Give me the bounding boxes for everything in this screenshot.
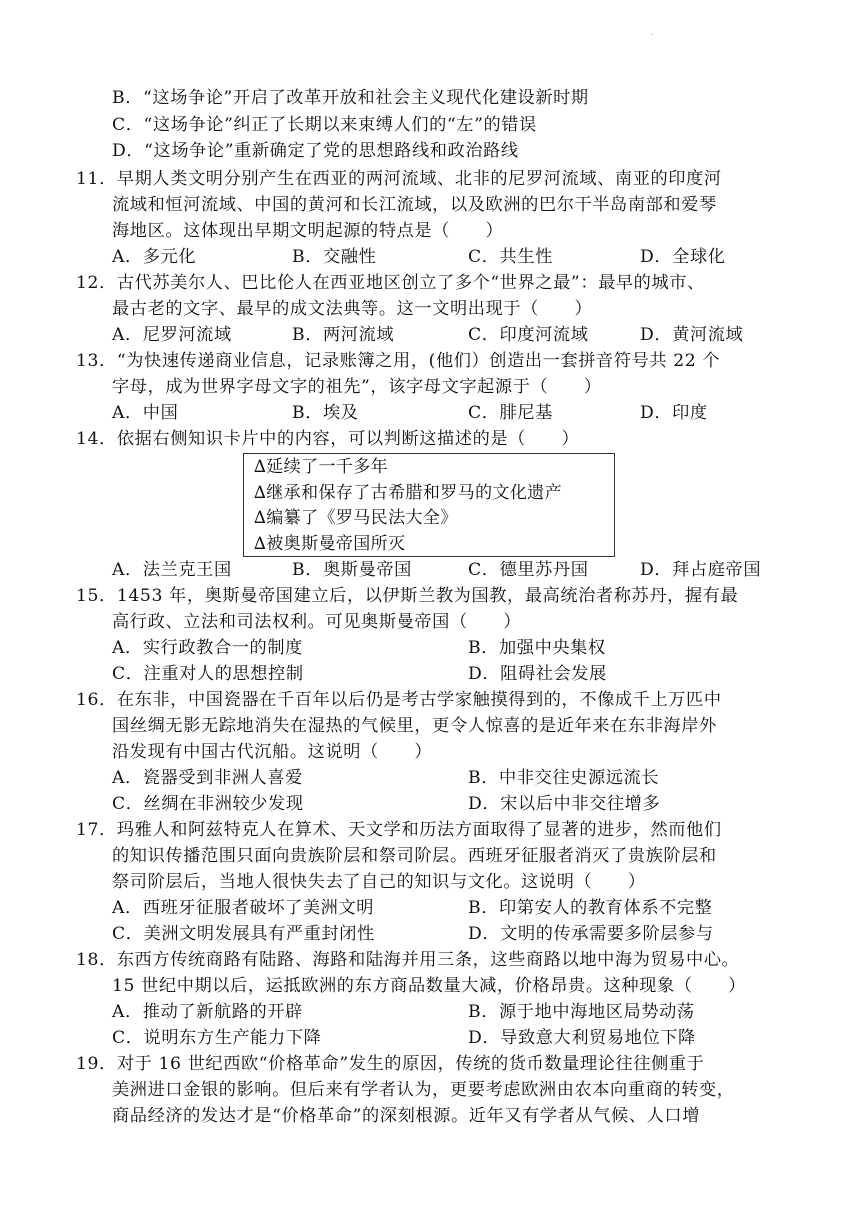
option-d: D．文明的传承需要多阶层参与 (468, 924, 714, 944)
question-19-stem: 19．对于 16 世纪西欧“价格革命”发生的原因，传统的货币数量理论往往侧重于 (76, 1054, 705, 1074)
page-mark: · (651, 30, 654, 39)
question-15-stem-cont: 高行政、立法和司法权利。可见奥斯曼帝国（ ） (112, 612, 522, 632)
option-a: A．实行政教合一的制度 (112, 638, 303, 658)
option-c: C．丝绸在非洲较少发现 (112, 794, 304, 814)
question-13-stem-cont: 字母，成为世界字母文字的祖先”，该字母文字起源于（ ） (112, 377, 602, 397)
card-item: ∆延续了一千多年 (254, 457, 389, 477)
question-17-stem-cont: 的知识传播范围只面向贵族阶层和祭司阶层。西班牙征服者消灭了贵族阶层和 (112, 846, 717, 866)
option-c: C．印度河流域 (468, 325, 589, 345)
option-b: B．印第安人的教育体系不完整 (468, 898, 713, 918)
option-c: C．注重对人的思想控制 (112, 664, 304, 684)
question-12-stem: 12．古代苏美尔人、巴比伦人在西亚地区创立了多个“世界之最”：最早的城市、 (76, 273, 705, 293)
option-b: B．两河流域 (292, 325, 395, 345)
question-13-stem: 13．“为快速传递商业信息，记录账簿之用，(他们）创造出一套拼音符号共 22 个 (76, 351, 721, 371)
question-19-stem-cont: 美洲进口金银的影响。但后来有学者认为，更要考虑欧洲由农本向重商的转变， (112, 1080, 735, 1100)
question-19-stem-cont: 商品经济的发达才是“价格革命”的深刻根源。近年又有学者从气候、人口增 (112, 1106, 700, 1126)
option-d: D．拜占庭帝国 (640, 560, 762, 580)
option-a: A．尼罗河流域 (112, 325, 232, 345)
option-b: B．交融性 (292, 247, 377, 267)
question-11-stem-cont: 海地区。这体现出早期文明起源的特点是（ ） (112, 221, 504, 241)
option-b: B．埃及 (292, 403, 359, 423)
option-b: B．奥斯曼帝国 (292, 560, 412, 580)
card-item: ∆编纂了《罗马民法大全》 (254, 508, 458, 528)
prev-option-b: B．“这场争论”开启了改革开放和社会主义现代化建设新时期 (112, 88, 589, 108)
option-a: A．多元化 (112, 247, 197, 267)
option-d: D．黄河流域 (640, 325, 744, 345)
option-a: A．推动了新航路的开辟 (112, 1002, 303, 1022)
option-a: A．瓷器受到非洲人喜爱 (112, 768, 303, 788)
option-b: B．中非交往史源远流长 (468, 768, 660, 788)
option-d: D．印度 (640, 403, 708, 423)
option-b: B．加强中央集权 (468, 638, 606, 658)
option-d: D．阻碍社会发展 (468, 664, 607, 684)
option-d: D．全球化 (640, 247, 726, 267)
option-b: B．源于地中海地区局势动荡 (468, 1002, 695, 1022)
option-a: A．中国 (112, 403, 179, 423)
question-12-stem-cont: 最古老的文字、最早的成文法典等。这一文明出现于（ ） (112, 299, 593, 319)
question-11-stem-cont: 流域和恒河流域、中国的黄河和长江流域，以及欧洲的巴尔干半岛南部和爱琴 (112, 195, 717, 215)
option-c: C．共生性 (468, 247, 553, 267)
option-c: C．美洲文明发展具有严重封闭性 (112, 924, 375, 944)
card-item: ∆继承和保存了古希腊和罗马的文化遗产 (254, 482, 563, 503)
question-14-stem: 14．依据右侧知识卡片中的内容，可以判断这描述的是（ ） (76, 429, 580, 449)
question-16-stem-cont: 沿发现有中国古代沉船。这说明（ ） (112, 742, 433, 762)
option-a: A．法兰克王国 (112, 560, 232, 580)
card-item: ∆被奥斯曼帝国所灭 (254, 533, 406, 554)
question-16-stem: 16．在东非，中国瓷器在千百年以后仍是考古学家触摸得到的，不像成千上万匹中 (76, 690, 722, 710)
question-11-stem: 11．早期人类文明分别产生在西亚的两河流域、北非的尼罗河流域、南亚的印度河 (76, 169, 722, 189)
question-16-stem-cont: 国丝绸无影无踪地消失在湿热的气候里，更令人惊喜的是近年来在东非海岸外 (112, 716, 717, 736)
knowledge-card (243, 453, 615, 557)
option-a: A．西班牙征服者破坏了美洲文明 (112, 898, 375, 918)
question-17-stem: 17．玛雅人和阿兹特克人在算术、天文学和历法方面取得了显著的进步，然而他们 (76, 820, 722, 840)
option-d: D．宋以后中非交往增多 (468, 794, 661, 814)
question-18-stem-cont: 15 世纪中期以后，运抵欧洲的东方商品数量大减，价格昂贵。这种现象（ ） (112, 976, 746, 996)
prev-option-c: C．“这场争论”纠正了长期以来束缚人们的“左”的错误 (112, 115, 537, 135)
question-15-stem: 15．1453 年，奥斯曼帝国建立后，以伊斯兰教为国教，最高统治者称苏丹，握有最 (76, 586, 739, 606)
question-18-stem: 18．东西方传统商路有陆路、海路和陆海并用三条，这些商路以地中海为贸易中心。 (76, 950, 740, 970)
option-c: C．腓尼基 (468, 403, 553, 423)
option-c: C．说明东方生产能力下降 (112, 1028, 322, 1048)
option-c: C．德里苏丹国 (468, 560, 589, 580)
question-17-stem-cont: 祭司阶层后，当地人很快失去了自己的知识与文化。这说明（ ） (112, 872, 646, 892)
option-d: D．导致意大利贸易地位下降 (468, 1028, 696, 1048)
prev-option-d: D．“这场争论”重新确定了党的思想路线和政治路线 (112, 141, 519, 161)
